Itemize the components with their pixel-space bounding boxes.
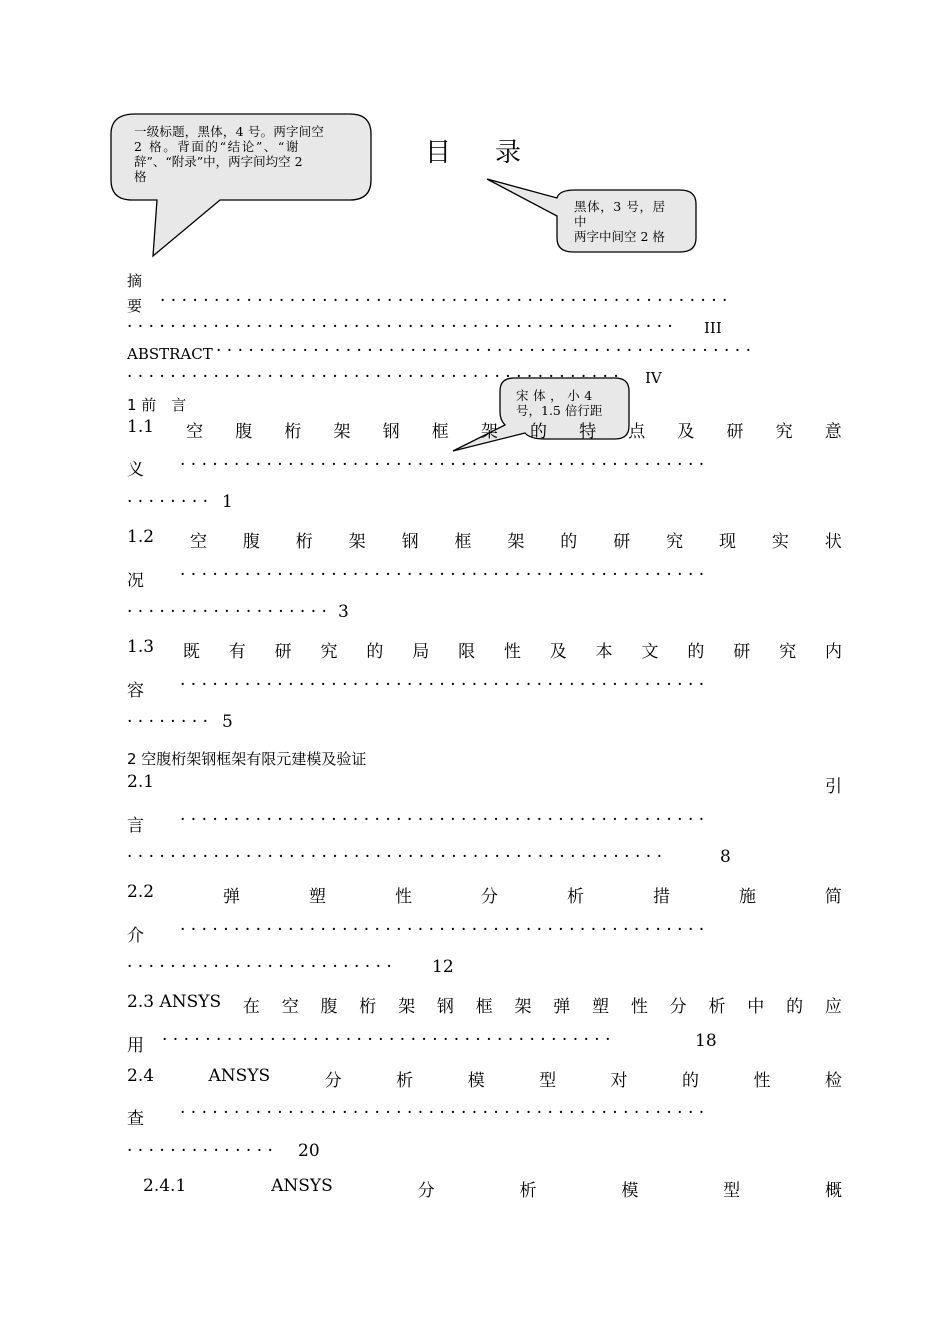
toc-entry-2-1-page: 8 [720,847,731,867]
toc-entry-2-2-page: 12 [432,957,454,977]
toc-leader: · · · · · · · · · · · · · · · · · · · · · · · · · · · · · · · · · · · · · · · · · · · · · · · · · [180,455,705,475]
toc-entry-2-4: 2.4 ANSYS 分 析 模 型 对 的 性 检 [127,1066,842,1091]
toc-chapter-2-title: 2 空腹桁架钢框架有限元建模及验证 [127,750,367,768]
toc-entry-1-2: 1.2 空 腹 桁 架 钢 框 架 的 研 究 现 实 状 [127,527,842,552]
title-callout-text: 黑体，3 号，居 中 两字中间空 2 格 [574,199,666,244]
toc-entry-2-2: 2.2 弹 塑 性 分 析 措 施 简 [127,882,842,907]
toc-entry-1-1-page: 1 [222,492,233,512]
toc-entry-1-3: 1.3 既 有 研 究 的 局 限 性 及 本 文 的 研 究 内 [127,637,842,662]
toc-entry-2-3: 2.3 ANSYS 在 空 腹 桁 架 钢 框 架 弹 塑 性 分 析 中 的 应 [127,992,842,1017]
toc-entry-2-3-page: 18 [695,1031,717,1051]
toc-leader: · · · · · · · · · · · · · · · · · · · · · · · · · · · · · · · · · · · · · · · · · · · · · · [127,367,619,387]
toc-entry-1-2-wrap: 况 [127,571,144,591]
toc-leader: · · · · · · · · · · · · · · · · · · · · · · · · · · · · · · · · · · · · · · · · · · · · · · · · · [180,920,705,940]
toc-entry-1-2-page: 3 [338,602,349,622]
toc-entry-2-4-wrap: 查 [127,1109,144,1129]
toc-entry-1-3-page: 5 [222,712,233,732]
body-callout-text: 宋 体 ， 小 4 号，1.5 倍行距 [516,388,603,418]
toc-entry-2-4-1: 2.4.1 ANSYS 分 析 模 型 概 [143,1176,842,1201]
toc-entry-1-1-wrap: 义 [127,460,144,480]
toc-abstract-en-page: IV [645,369,662,387]
toc-entry-1-3-wrap: 容 [127,681,144,701]
toc-entry-1-1: 1.1 空 腹 桁 架 钢 框 架 的 特 点 及 研 究 意 [127,417,842,442]
toc-leader: · · · · · · · · · · · · · · · · · · · · · · · · · · · · · · · · · · · · · · · · · · [162,1030,611,1050]
toc-leader: · · · · · · · · · · · · · · · · · · · [127,602,327,622]
toc-leader: · · · · · · · · · · · · · · · · · · · · · · · · · · · · · · · · · · · · · · · · · · · · · · · · · [180,810,705,830]
heading-callout-text: 一级标题，黑体，4 号。两字间空 2 格。背面的“结论”、“谢 辞”、“附录”中，两字间均空 2 格 [134,124,325,184]
toc-leader: · · · · · · · · · · · · · · · · · · · · · · · · · [127,957,392,977]
toc-leader: · · · · · · · · · · · · · · · · · · · · · · · · · · · · · · · · · · · · · · · · · · · · · · · · · [180,565,705,585]
toc-abstract-en-label: ABSTRACT [127,345,213,363]
toc-chapter-1-title: 1 前 言 [127,396,187,414]
toc-leader: · · · · · · · · · · · · · · · · · · · · · · · · · · · · · · · · · · · · · · · · · · · · · · · · · [180,675,705,695]
toc-abstract-cn-label-2: 要 [127,297,143,315]
toc-leader: · · · · · · · · · · · · · · · · · · · · · · · · · · · · · · · · · · · · · · · · · · · · · · · · · · · [127,317,673,337]
toc-leader: · · · · · · · · · · · · · · · · · · · · · · · · · · · · · · · · · · · · · · · · · · · · · · · · · [180,1103,705,1123]
page-title: 目 录 [424,138,526,168]
toc-entry-2-3-wrap: 用 [127,1036,144,1056]
toc-entry-2-2-wrap: 介 [127,926,144,946]
toc-entry-2-1-wrap: 言 [127,816,144,836]
toc-entry-2-4-page: 20 [298,1141,320,1161]
toc-leader: · · · · · · · · · · · · · · [127,1141,273,1161]
toc-leader: · · · · · · · · [127,712,209,732]
toc-entry-2-1: 2.1 引 [127,772,842,797]
toc-abstract-cn-page: III [704,319,722,337]
toc-leader: · · · · · · · · [127,492,209,512]
toc-leader: · · · · · · · · · · · · · · · · · · · · · · · · · · · · · · · · · · · · · · · · · · · · · · · · · · [127,847,662,867]
toc-leader: · · · · · · · · · · · · · · · · · · · · · · · · · · · · · · · · · · · · · · · · · · · · · · · · · · · · · [160,291,728,311]
toc-abstract-cn-label-1: 摘 [127,272,143,290]
toc-leader: · · · · · · · · · · · · · · · · · · · · · · · · · · · · · · · · · · · · · · · · · · · · · · · · · · [216,341,751,361]
